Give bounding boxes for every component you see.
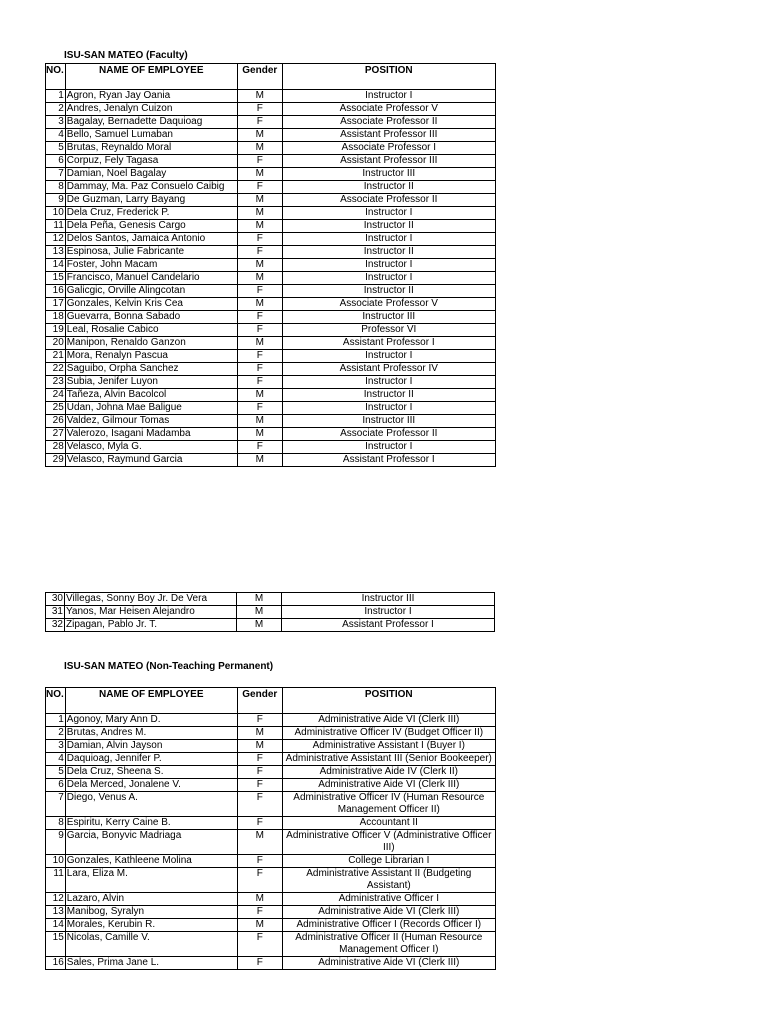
table-row (46, 893, 496, 906)
employee-position: Instructor II (282, 285, 495, 298)
table-row (46, 259, 496, 272)
employee-position: Administrative Aide VI (Clerk III) (282, 957, 495, 970)
employee-gender: F (237, 817, 282, 830)
employee-name: Brutas, Andres M. (65, 727, 237, 740)
employee-position: Administrative Officer IV (Human Resource Management Officer II) (282, 792, 495, 817)
employee-position: Instructor I (282, 441, 495, 454)
employee-position: Assistant Professor I (282, 619, 495, 632)
faculty-table (45, 63, 496, 467)
non-teaching-section-title: ISU-SAN MATEO (Non-Teaching Permanent) (64, 661, 274, 672)
employee-gender: F (237, 350, 282, 363)
employee-name: Delos Santos, Jamaica Antonio (65, 233, 237, 246)
employee-gender: F (237, 766, 282, 779)
employee-gender: M (237, 919, 282, 932)
employee-name: Valerozo, Isagani Madamba (65, 428, 237, 441)
employee-gender: F (237, 155, 282, 168)
row-number: 23 (46, 376, 66, 389)
row-number: 9 (46, 830, 66, 855)
employee-position: Administrative Aide VI (Clerk III) (282, 906, 495, 919)
employee-position: Assistant Professor I (282, 337, 495, 350)
employee-name: Galicgic, Orville Alingcotan (65, 285, 237, 298)
row-number: 24 (46, 389, 66, 402)
employee-gender: M (237, 337, 282, 350)
row-number: 21 (46, 350, 66, 363)
employee-name: Andres, Jenalyn Cuizon (65, 103, 237, 116)
employee-name: Lazaro, Alvin (65, 893, 237, 906)
table-row (46, 337, 496, 350)
table-row (46, 129, 496, 142)
col-header-name: NAME OF EMPLOYEE (65, 64, 237, 90)
row-number: 5 (46, 766, 66, 779)
employee-position: Instructor I (282, 402, 495, 415)
employee-gender: F (237, 753, 282, 766)
employee-gender: F (237, 363, 282, 376)
faculty-continued-table (45, 592, 495, 632)
col-header-name: NAME OF EMPLOYEE (65, 688, 237, 714)
employee-position: Administrative Assistant I (Buyer I) (282, 740, 495, 753)
employee-name: Tañeza, Alvin Bacolcol (65, 389, 237, 402)
employee-position: Professor VI (282, 324, 495, 337)
employee-name: Agonoy, Mary Ann D. (65, 714, 237, 727)
employee-position: Administrative Aide IV (Clerk II) (282, 766, 495, 779)
row-number: 30 (46, 593, 65, 606)
row-number: 6 (46, 779, 66, 792)
employee-position: Instructor I (282, 207, 495, 220)
table-row (46, 298, 496, 311)
employee-position: Administrative Officer I (Records Officer I) (282, 919, 495, 932)
employee-position: Associate Professor II (282, 116, 495, 129)
employee-name: Foster, John Macam (65, 259, 237, 272)
employee-gender: F (237, 246, 282, 259)
row-number: 7 (46, 792, 66, 817)
employee-gender: F (237, 311, 282, 324)
table-row (46, 727, 496, 740)
employee-gender: M (237, 129, 282, 142)
table-row (46, 90, 496, 103)
row-number: 1 (46, 90, 66, 103)
table-row (46, 868, 496, 893)
employee-name: Zipagan, Pablo Jr. T. (65, 619, 237, 632)
row-number: 18 (46, 311, 66, 324)
table-row (46, 116, 496, 129)
row-number: 17 (46, 298, 66, 311)
table-row (46, 830, 496, 855)
employee-gender: F (237, 324, 282, 337)
row-number: 16 (46, 957, 66, 970)
employee-position: Instructor I (282, 90, 495, 103)
row-number: 5 (46, 142, 66, 155)
employee-name: Nicolas, Camille V. (65, 932, 237, 957)
employee-position: Instructor II (282, 246, 495, 259)
row-number: 8 (46, 181, 66, 194)
employee-gender: M (237, 90, 282, 103)
table-row (46, 233, 496, 246)
table-row (46, 181, 496, 194)
row-number: 19 (46, 324, 66, 337)
table-row (46, 753, 496, 766)
row-number: 3 (46, 116, 66, 129)
row-number: 13 (46, 246, 66, 259)
employee-name: Manibog, Syralyn (65, 906, 237, 919)
row-number: 2 (46, 727, 66, 740)
employee-name: De Guzman, Larry Bayang (65, 194, 237, 207)
employee-name: Agron, Ryan Jay Oania (65, 90, 237, 103)
employee-gender: M (237, 619, 282, 632)
employee-name: Villegas, Sonny Boy Jr. De Vera (65, 593, 237, 606)
employee-position: Administrative Officer IV (Budget Officer II) (282, 727, 495, 740)
faculty-section-title: ISU-SAN MATEO (Faculty) (64, 50, 188, 61)
employee-position: Instructor I (282, 272, 495, 285)
employee-name: Bello, Samuel Lumaban (65, 129, 237, 142)
employee-name: Gonzales, Kelvin Kris Cea (65, 298, 237, 311)
employee-name: Guevarra, Bonna Sabado (65, 311, 237, 324)
employee-gender: F (237, 792, 282, 817)
employee-position: Administrative Aide VI (Clerk III) (282, 779, 495, 792)
employee-name: Velasco, Myla G. (65, 441, 237, 454)
col-header-gender: Gender (237, 688, 282, 714)
employee-gender: F (237, 855, 282, 868)
col-header-gender: Gender (237, 64, 282, 90)
table-row (46, 363, 496, 376)
employee-position: Instructor II (282, 220, 495, 233)
employee-name: Saguibo, Orpha Sanchez (65, 363, 237, 376)
employee-gender: M (237, 207, 282, 220)
row-number: 20 (46, 337, 66, 350)
row-number: 7 (46, 168, 66, 181)
employee-gender: M (237, 220, 282, 233)
row-number: 10 (46, 207, 66, 220)
table-row (46, 779, 496, 792)
employee-name: Dela Cruz, Frederick P. (65, 207, 237, 220)
col-header-position: POSITION (282, 688, 495, 714)
row-number: 14 (46, 919, 66, 932)
row-number: 25 (46, 402, 66, 415)
employee-name: Velasco, Raymund Garcia (65, 454, 237, 467)
employee-position: Administrative Assistant II (Budgeting Assistant) (282, 868, 495, 893)
employee-position: Associate Professor II (282, 428, 495, 441)
table-row (46, 792, 496, 817)
employee-name: Daquioag, Jennifer P. (65, 753, 237, 766)
table-row (46, 194, 496, 207)
employee-gender: F (237, 233, 282, 246)
row-number: 4 (46, 129, 66, 142)
table-row (46, 324, 496, 337)
employee-position: Assistant Professor I (282, 454, 495, 467)
row-number: 12 (46, 233, 66, 246)
row-number: 28 (46, 441, 66, 454)
table-row (46, 593, 495, 606)
row-number: 10 (46, 855, 66, 868)
col-header-position: POSITION (282, 64, 495, 90)
table-row (46, 155, 496, 168)
employee-gender: F (237, 103, 282, 116)
employee-name: Yanos, Mar Heisen Alejandro (65, 606, 237, 619)
employee-position: Assistant Professor III (282, 129, 495, 142)
employee-position: Instructor II (282, 389, 495, 402)
employee-position: Instructor I (282, 350, 495, 363)
non-teaching-header-row (46, 688, 496, 714)
row-number: 15 (46, 932, 66, 957)
employee-gender: F (237, 285, 282, 298)
employee-position: Associate Professor I (282, 142, 495, 155)
employee-position: Instructor I (282, 233, 495, 246)
employee-gender: M (237, 606, 282, 619)
employee-position: Accountant II (282, 817, 495, 830)
employee-name: Damian, Noel Bagalay (65, 168, 237, 181)
row-number: 8 (46, 817, 66, 830)
row-number: 15 (46, 272, 66, 285)
faculty-header-row (46, 64, 496, 90)
employee-position: Instructor III (282, 593, 495, 606)
table-row (46, 246, 496, 259)
employee-gender: F (237, 181, 282, 194)
non-teaching-table (45, 687, 496, 970)
employee-name: Dela Cruz, Sheena S. (65, 766, 237, 779)
employee-position: Administrative Officer II (Human Resource Management Officer I) (282, 932, 495, 957)
employee-gender: F (237, 116, 282, 129)
employee-gender: M (237, 830, 282, 855)
row-number: 3 (46, 740, 66, 753)
employee-name: Dela Peña, Genesis Cargo (65, 220, 237, 233)
employee-position: Administrative Officer I (282, 893, 495, 906)
row-number: 32 (46, 619, 65, 632)
employee-name: Lara, Eliza M. (65, 868, 237, 893)
employee-gender: M (237, 893, 282, 906)
table-row (46, 272, 496, 285)
employee-gender: M (237, 727, 282, 740)
employee-position: Instructor II (282, 181, 495, 194)
row-number: 22 (46, 363, 66, 376)
employee-name: Subia, Jenifer Luyon (65, 376, 237, 389)
employee-position: Instructor III (282, 311, 495, 324)
table-row (46, 855, 496, 868)
employee-name: Dela Merced, Jonalene V. (65, 779, 237, 792)
employee-position: Instructor I (282, 259, 495, 272)
employee-gender: M (237, 428, 282, 441)
table-row (46, 285, 496, 298)
table-row (46, 311, 496, 324)
employee-gender: M (237, 168, 282, 181)
row-number: 4 (46, 753, 66, 766)
employee-position: Associate Professor V (282, 103, 495, 116)
employee-name: Dammay, Ma. Paz Consuelo Caibig (65, 181, 237, 194)
employee-name: Bagalay, Bernadette Daquioag (65, 116, 237, 129)
employee-name: Mora, Renalyn Pascua (65, 350, 237, 363)
table-row (46, 415, 496, 428)
employee-name: Corpuz, Fely Tagasa (65, 155, 237, 168)
col-header-no: NO. (46, 64, 66, 90)
employee-name: Brutas, Reynaldo Moral (65, 142, 237, 155)
row-number: 29 (46, 454, 66, 467)
employee-position: Assistant Professor IV (282, 363, 495, 376)
table-row (46, 932, 496, 957)
table-row (46, 376, 496, 389)
row-number: 6 (46, 155, 66, 168)
table-row (46, 817, 496, 830)
table-row (46, 428, 496, 441)
employee-gender: F (237, 441, 282, 454)
row-number: 12 (46, 893, 66, 906)
employee-gender: F (237, 376, 282, 389)
table-row (46, 619, 495, 632)
row-number: 16 (46, 285, 66, 298)
row-number: 2 (46, 103, 66, 116)
row-number: 11 (46, 220, 66, 233)
table-row (46, 441, 496, 454)
employee-name: Francisco, Manuel Candelario (65, 272, 237, 285)
employee-name: Manipon, Renaldo Ganzon (65, 337, 237, 350)
employee-gender: F (237, 714, 282, 727)
employee-gender: M (237, 593, 282, 606)
table-row (46, 766, 496, 779)
employee-position: Administrative Assistant III (Senior Bookeeper) (282, 753, 495, 766)
employee-gender: M (237, 415, 282, 428)
employee-gender: F (237, 402, 282, 415)
col-header-no: NO. (46, 688, 66, 714)
table-row (46, 957, 496, 970)
row-number: 9 (46, 194, 66, 207)
table-row (46, 389, 496, 402)
employee-gender: F (237, 868, 282, 893)
employee-position: Instructor III (282, 168, 495, 181)
table-row (46, 402, 496, 415)
table-row (46, 740, 496, 753)
row-number: 31 (46, 606, 65, 619)
row-number: 11 (46, 868, 66, 893)
employee-position: Instructor I (282, 376, 495, 389)
row-number: 13 (46, 906, 66, 919)
table-row (46, 220, 496, 233)
employee-position: Instructor I (282, 606, 495, 619)
employee-name: Valdez, Gilmour Tomas (65, 415, 237, 428)
table-row (46, 906, 496, 919)
employee-gender: F (237, 779, 282, 792)
table-row (46, 207, 496, 220)
table-row (46, 919, 496, 932)
employee-position: Administrative Officer V (Administrative Officer III) (282, 830, 495, 855)
table-row (46, 454, 496, 467)
employee-position: Administrative Aide VI (Clerk III) (282, 714, 495, 727)
table-row (46, 142, 496, 155)
employee-gender: M (237, 298, 282, 311)
table-row (46, 350, 496, 363)
employee-position: Associate Professor II (282, 194, 495, 207)
table-row (46, 714, 496, 727)
employee-position: College Librarian I (282, 855, 495, 868)
employee-name: Garcia, Bonyvic Madriaga (65, 830, 237, 855)
employee-position: Instructor III (282, 415, 495, 428)
employee-name: Udan, Johna Mae Baligue (65, 402, 237, 415)
employee-name: Morales, Kerubin R. (65, 919, 237, 932)
employee-gender: M (237, 272, 282, 285)
row-number: 27 (46, 428, 66, 441)
row-number: 1 (46, 714, 66, 727)
employee-gender: M (237, 194, 282, 207)
employee-gender: F (237, 932, 282, 957)
employee-name: Diego, Venus A. (65, 792, 237, 817)
employee-gender: M (237, 389, 282, 402)
employee-position: Assistant Professor III (282, 155, 495, 168)
employee-name: Sales, Prima Jane L. (65, 957, 237, 970)
employee-gender: M (237, 454, 282, 467)
employee-name: Leal, Rosalie Cabico (65, 324, 237, 337)
row-number: 14 (46, 259, 66, 272)
employee-gender: M (237, 740, 282, 753)
table-row (46, 168, 496, 181)
employee-position: Associate Professor V (282, 298, 495, 311)
employee-name: Damian, Alvin Jayson (65, 740, 237, 753)
row-number: 26 (46, 415, 66, 428)
employee-gender: M (237, 142, 282, 155)
employee-name: Espinosa, Julie Fabricante (65, 246, 237, 259)
employee-gender: F (237, 957, 282, 970)
employee-name: Espiritu, Kerry Caine B. (65, 817, 237, 830)
table-row (46, 103, 496, 116)
employee-name: Gonzales, Kathleene Molina (65, 855, 237, 868)
employee-gender: F (237, 906, 282, 919)
employee-gender: M (237, 259, 282, 272)
table-row (46, 606, 495, 619)
